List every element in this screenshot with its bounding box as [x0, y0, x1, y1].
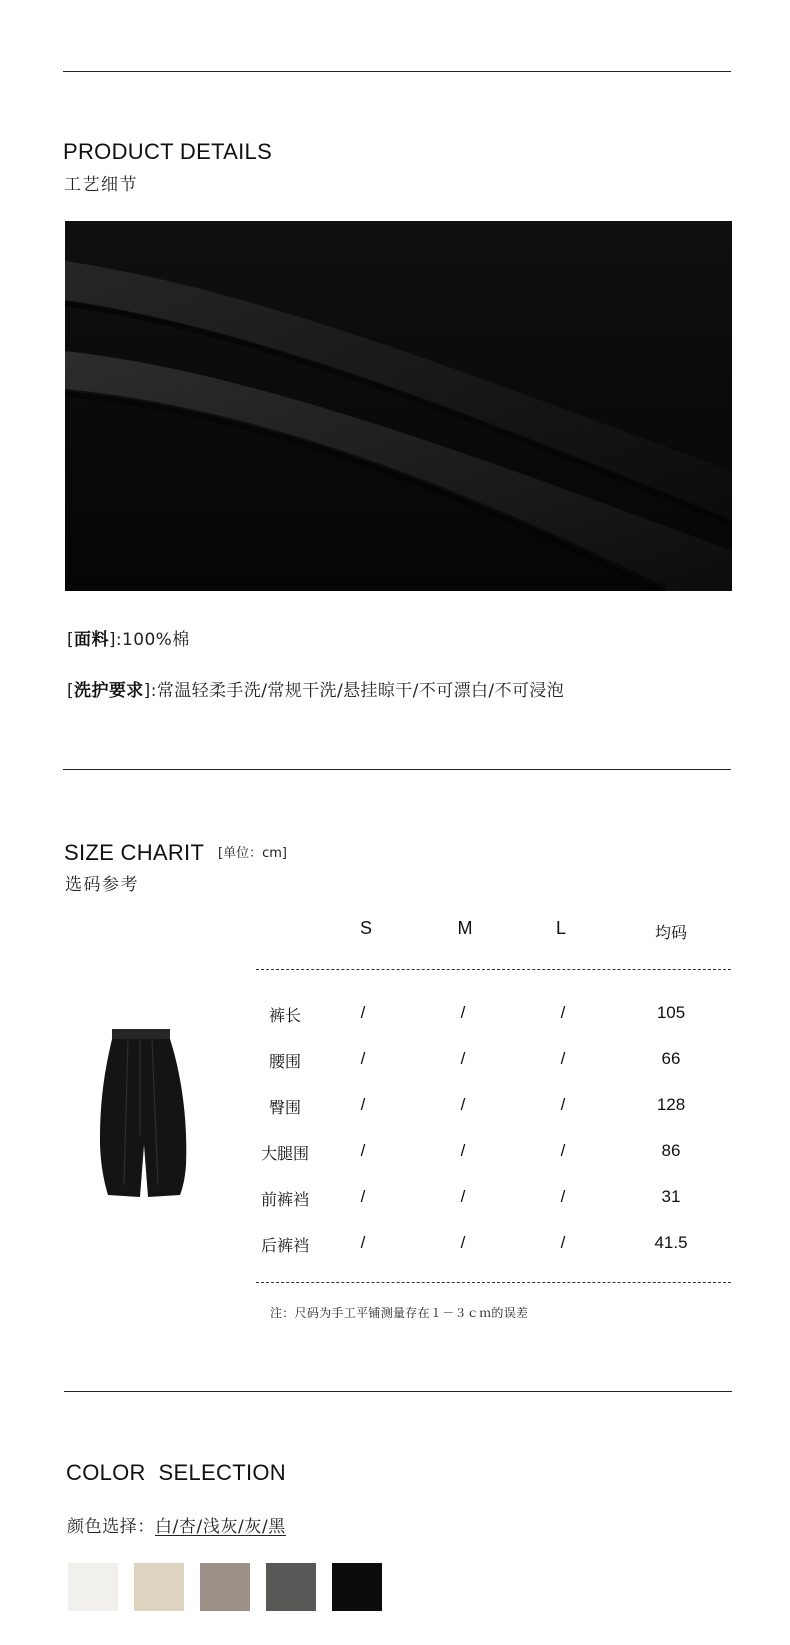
- row-label: 臀围: [268, 1098, 301, 1117]
- value-onesize: 41.5: [654, 1233, 688, 1252]
- size-chart-unit: [单位：cm]: [218, 846, 287, 861]
- value-l: /: [560, 1141, 566, 1160]
- color-swatch-gray[interactable]: [266, 1563, 316, 1611]
- section-divider-color: [64, 1391, 732, 1392]
- size-col-onesize: 均码: [654, 923, 687, 942]
- row-label: 裤长: [268, 1006, 301, 1025]
- value-l: /: [560, 1003, 566, 1022]
- value-m: /: [460, 1049, 466, 1068]
- table-dashed-rule-bottom: [256, 1282, 731, 1283]
- value-m: /: [460, 1233, 466, 1252]
- value-onesize: 66: [661, 1049, 681, 1068]
- value-m: /: [460, 1095, 466, 1114]
- value-m: /: [460, 1187, 466, 1206]
- color-options-text: 白/杏/浅灰/灰/黑: [155, 1517, 286, 1537]
- fabric-value: :100%棉: [115, 630, 190, 650]
- value-onesize: 128: [656, 1095, 686, 1114]
- section-divider-size: [63, 769, 731, 770]
- value-m: /: [460, 1141, 466, 1160]
- product-details-title: PRODUCT DETAILS: [63, 139, 273, 164]
- section-divider-top: [63, 71, 731, 72]
- row-label: 后裤裆: [260, 1236, 309, 1255]
- size-col-m: M: [457, 918, 473, 938]
- fabric-spec: [面料]:100%棉: [67, 630, 190, 650]
- value-onesize: 31: [661, 1187, 681, 1206]
- value-s: /: [360, 1095, 366, 1114]
- color-swatch-apricot[interactable]: [134, 1563, 184, 1611]
- value-s: /: [360, 1141, 366, 1160]
- care-label: 洗护要求: [74, 681, 144, 701]
- value-l: /: [560, 1049, 566, 1068]
- color-swatch-black[interactable]: [332, 1563, 382, 1611]
- size-table-header: [248, 910, 734, 946]
- value-s: /: [360, 1187, 366, 1206]
- pants-thumbnail: [88, 1025, 200, 1200]
- table-row: [248, 1095, 734, 1119]
- color-selection-line: [67, 1512, 286, 1537]
- row-label: 腰围: [268, 1052, 301, 1071]
- value-m: /: [460, 1003, 466, 1022]
- color-label: 颜色选择：: [67, 1517, 155, 1537]
- color-selection-title: COLOR SELECTION: [66, 1460, 286, 1485]
- table-row: [248, 1187, 734, 1211]
- product-details-subtitle: 工艺细节: [64, 175, 138, 195]
- value-onesize: 86: [661, 1141, 681, 1160]
- value-l: /: [560, 1233, 566, 1252]
- value-s: /: [360, 1003, 366, 1022]
- size-chart-title: SIZE CHARIT: [64, 840, 205, 865]
- care-value: :常温轻柔手洗/常规干洗/悬挂晾干/不可漂白/不可浸泡: [150, 681, 565, 701]
- row-label: 前裤裆: [260, 1190, 309, 1209]
- value-l: /: [560, 1095, 566, 1114]
- table-row: [248, 1003, 734, 1027]
- value-s: /: [360, 1233, 366, 1252]
- table-row: [248, 1141, 734, 1165]
- color-swatch-light-gray[interactable]: [200, 1563, 250, 1611]
- row-label: 大腿围: [260, 1144, 309, 1163]
- care-spec: [洗护要求]:常温轻柔手洗/常规干洗/悬挂晾干/不可漂白/不可浸泡: [67, 681, 565, 701]
- size-col-l: L: [555, 918, 566, 938]
- measurement-note: 注：尺码为手工平铺测量存在１－３ｃｍ的误差: [270, 1306, 529, 1320]
- table-dashed-rule-top: [256, 969, 731, 970]
- color-swatch-white[interactable]: [68, 1563, 118, 1611]
- fabric-detail-photo: [65, 221, 732, 591]
- size-chart-subtitle: 选码参考: [65, 875, 139, 895]
- value-onesize: 105: [656, 1003, 686, 1022]
- size-col-s: S: [359, 918, 372, 938]
- value-s: /: [360, 1049, 366, 1068]
- value-l: /: [560, 1187, 566, 1206]
- table-row: [248, 1233, 734, 1257]
- fabric-label: 面料: [74, 630, 109, 650]
- table-row: [248, 1049, 734, 1073]
